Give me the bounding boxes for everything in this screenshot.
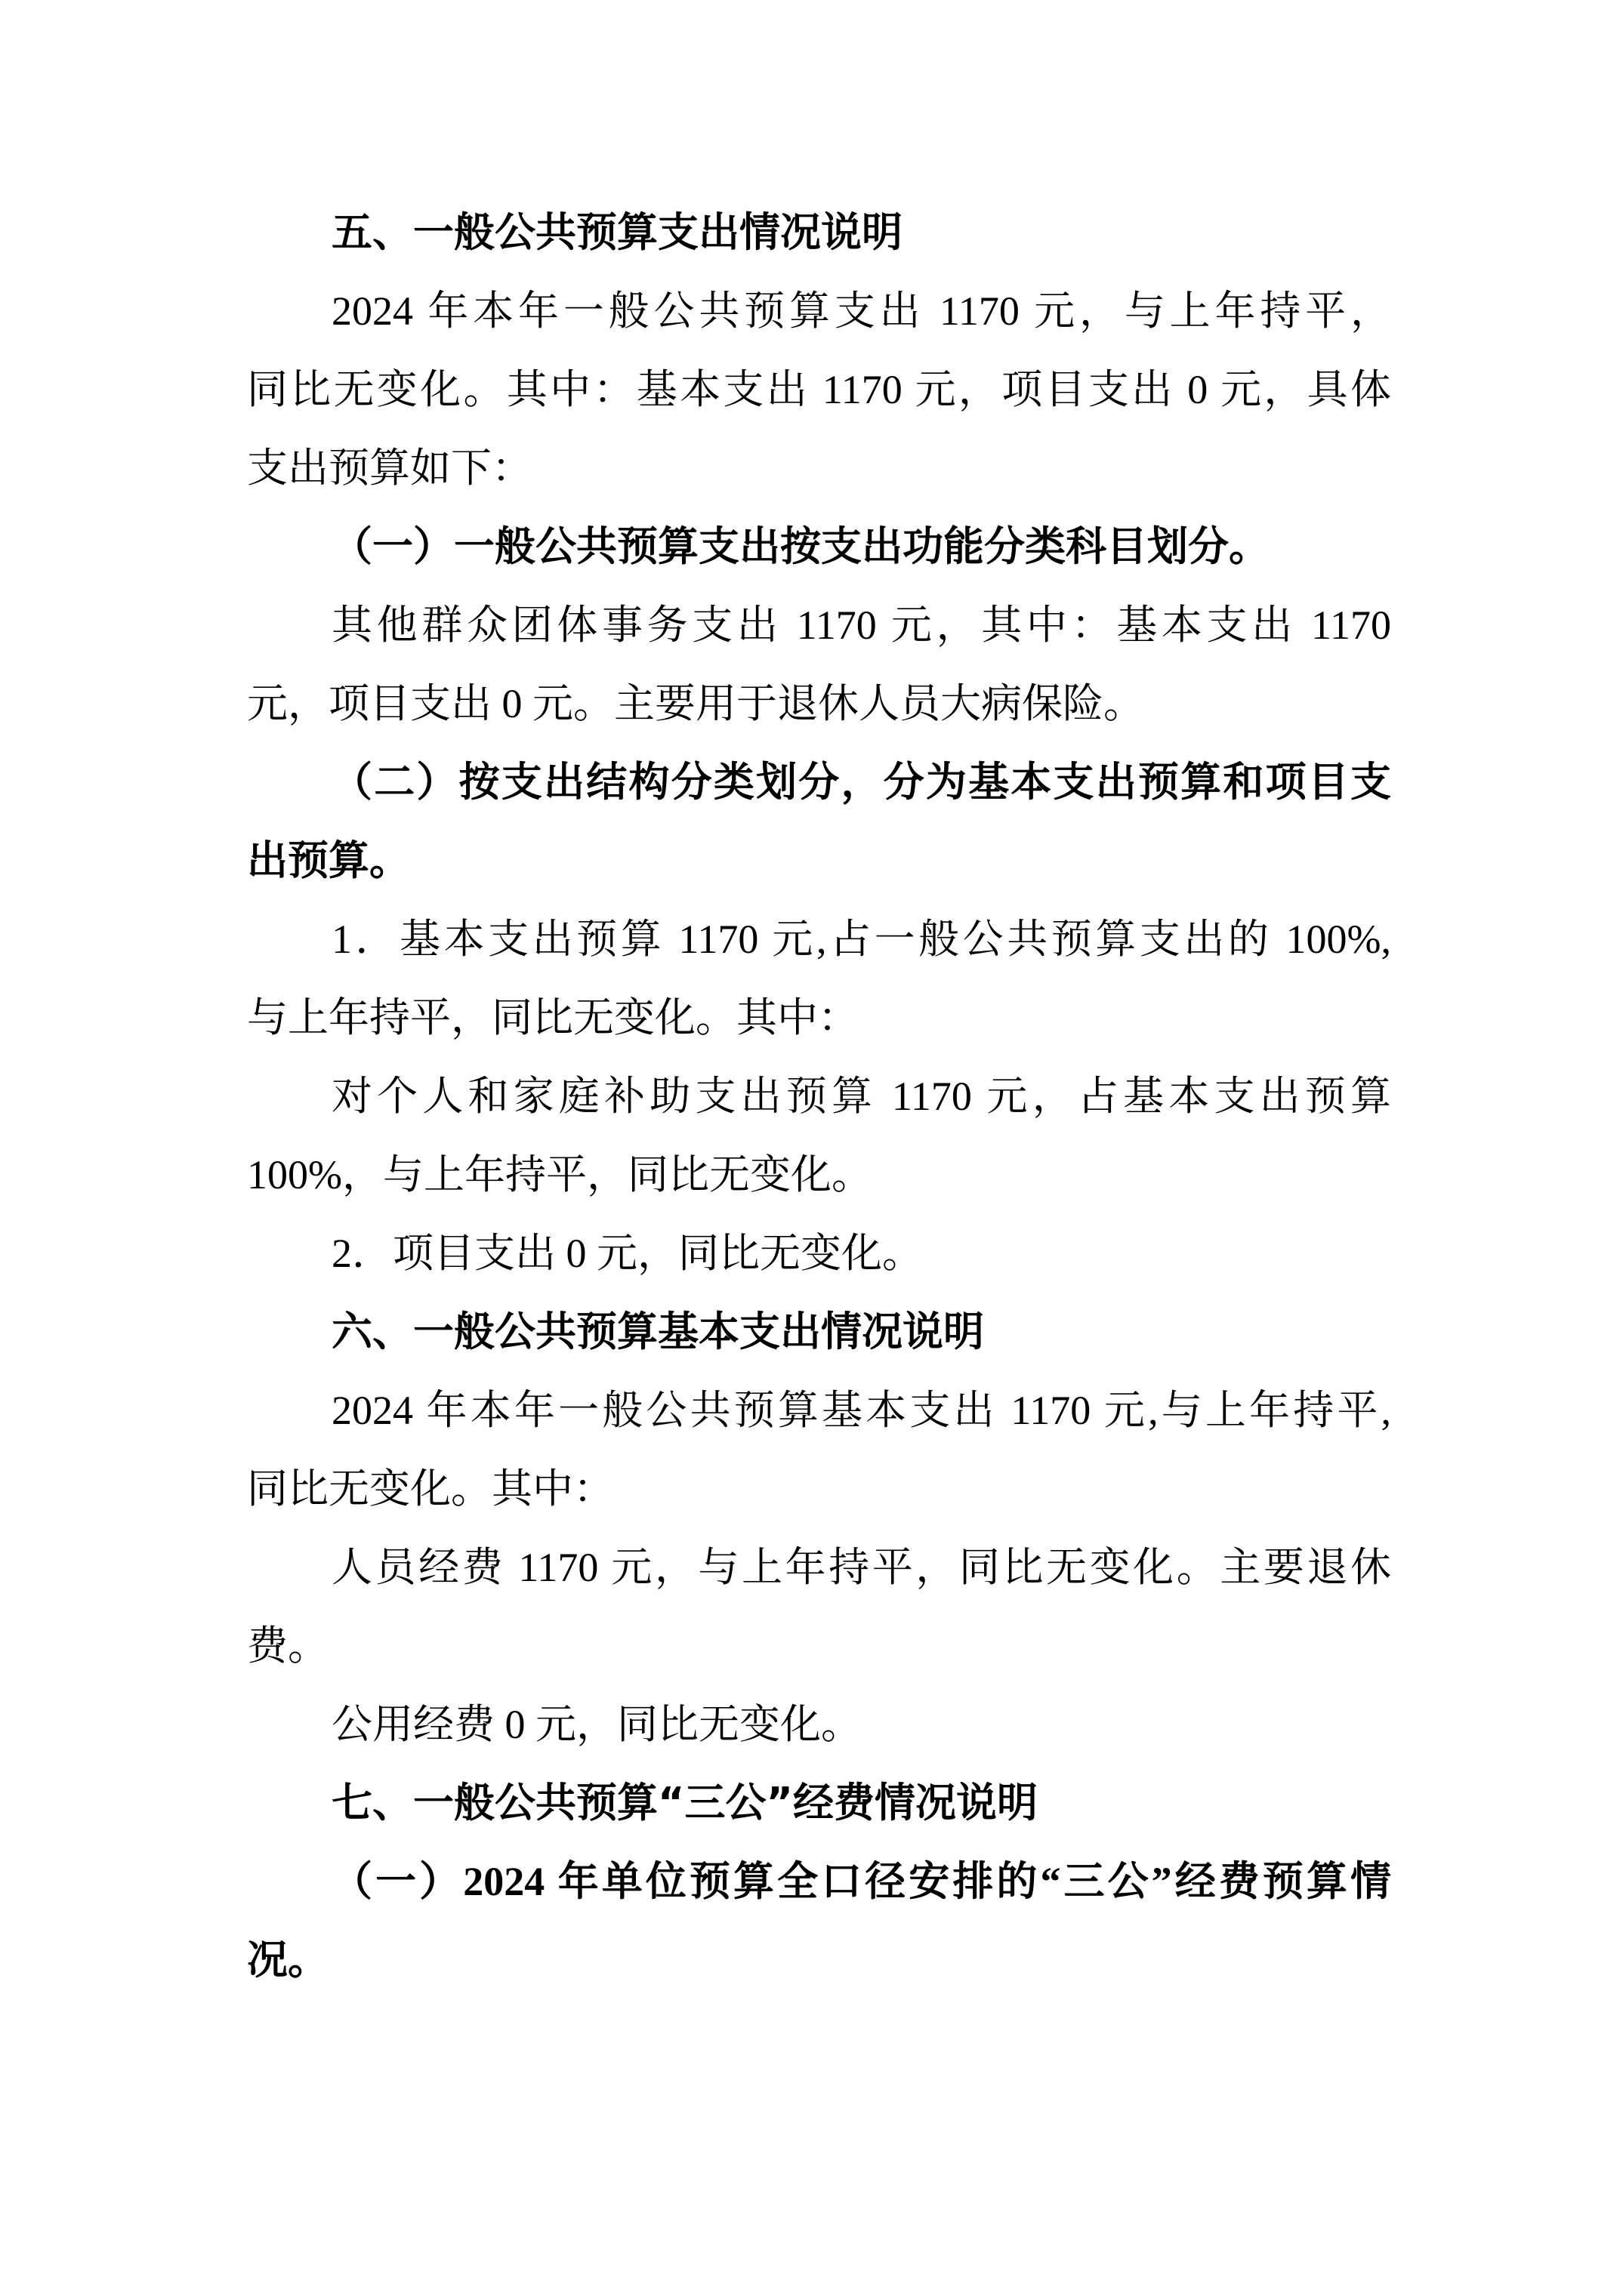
text-line: 人员经费 1170 元，与上年持平，同比无变化。主要退休	[332, 1545, 1391, 1590]
sub-heading-line: （二）按支出结构分类划分，分为基本支出预算和项目支	[332, 760, 1391, 805]
sub-heading-line: 况。	[247, 1937, 329, 1983]
text-line: 同比无变化。其中：	[247, 1466, 614, 1512]
text-line: 2．项目支出 0 元，同比无变化。	[332, 1231, 923, 1276]
sub-heading-line: 出预算。	[247, 838, 410, 883]
text-line: 100%，与上年持平，同比无变化。	[247, 1152, 872, 1197]
text-line: 同比无变化。其中：基本支出 1170 元，项目支出 0 元，具体	[247, 367, 1391, 412]
text-line: 2024 年本年一般公共预算支出 1170 元，与上年持平，	[332, 288, 1391, 334]
text-line: 1．基本支出预算 1170 元,占一般公共预算支出的 100%,	[332, 917, 1391, 962]
document-body	[247, 193, 1391, 1999]
text-line: 费。	[247, 1623, 329, 1669]
section-heading: 六、一般公共预算基本支出情况说明	[332, 1308, 984, 1355]
section-heading: 七、一般公共预算“三公”经费情况说明	[332, 1779, 1038, 1826]
section-heading: 五、一般公共预算支出情况说明	[332, 208, 903, 256]
text-line: 其他群众团体事务支出 1170 元，其中：基本支出 1170	[332, 603, 1391, 648]
sub-heading-line: （一）一般公共预算支出按支出功能分类科目划分。	[332, 524, 1270, 569]
text-line: 与上年持平，同比无变化。其中：	[247, 995, 859, 1040]
text-line: 支出预算如下：	[247, 445, 532, 491]
sub-heading-line: （一）2024 年单位预算全口径安排的“三公”经费预算情	[332, 1859, 1391, 1904]
text-line: 元，项目支出 0 元。主要用于退休人员大病保险。	[247, 681, 1144, 726]
text-line: 对个人和家庭补助支出预算 1170 元，占基本支出预算	[332, 1074, 1391, 1119]
text-line: 公用经费 0 元，同比无变化。	[332, 1702, 862, 1747]
text-line: 2024 年本年一般公共预算基本支出 1170 元,与上年持平,	[332, 1388, 1391, 1433]
